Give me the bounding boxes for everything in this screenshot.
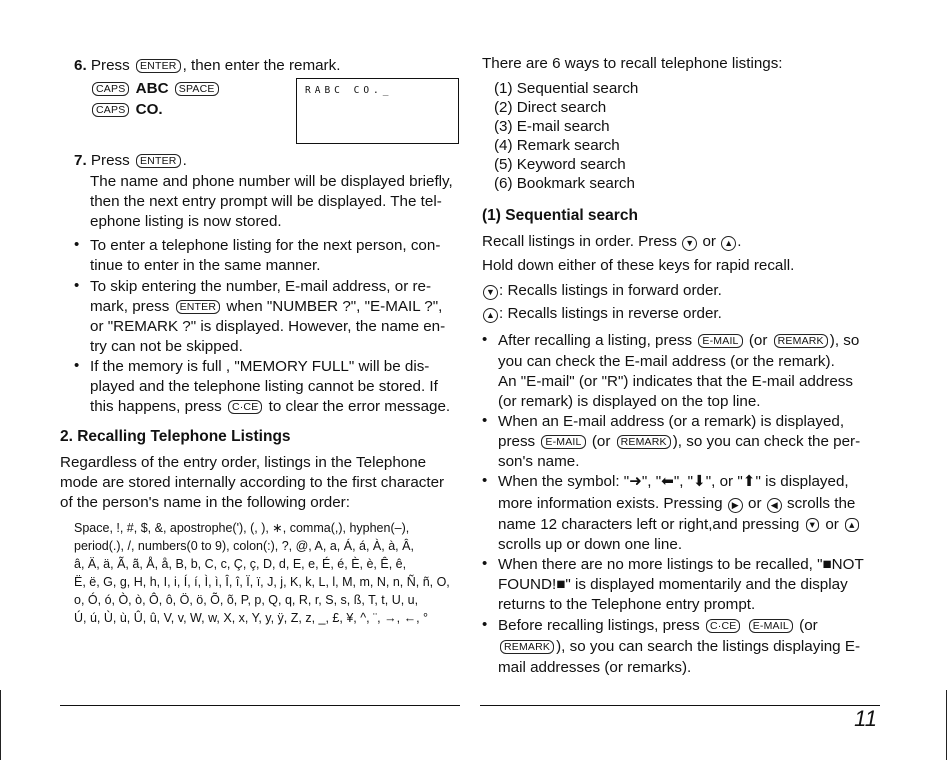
bullet-dot: •	[482, 616, 488, 633]
r-bullet-2-line-2: press E-MAIL (or REMARK ), so you can check the per-	[498, 433, 861, 450]
bullet-dot: •	[74, 277, 80, 294]
cce-key: C·CE	[228, 400, 262, 414]
section-2-heading: 2. Recalling Telephone Listings	[60, 428, 291, 445]
step-6: 6. Press ENTER , then enter the remark.	[74, 57, 341, 74]
bullet-dot: •	[482, 555, 488, 572]
bullet-dot: •	[74, 357, 80, 374]
order-line-3: â, Ä, ä, Ã, ã, Å, å, B, b, C, c, Ç, ç, D, d, E, e, É, é, È, è, Ê, ê,	[74, 557, 407, 571]
order-line-1: Space, !, #, $, &, apostrophe('), (, ), ∗, comma(,), hyphen(–),	[74, 521, 410, 535]
r-bullet-3-line-2: more information exists. Pressing ▶ or ◀ scrolls the	[498, 495, 856, 512]
bullet-3-line-3: this happens, press C·CE to clear the error message.	[90, 398, 451, 415]
up-arrow-key-icon: ▲	[721, 236, 736, 251]
order-line-2: period(.), /, numbers(0 to 9), colon(:), ?, @, A, a, Á, á, À, à, Â,	[74, 539, 414, 553]
remark-key: REMARK	[774, 334, 828, 348]
way-1: (1) Sequential search	[494, 80, 639, 97]
order-line-4: Ë, ë, G, g, H, h, I, i, Í, í, Ì, ì, Î, î, Ï, ï, J, j, K, k, L, l, M, m, N, n, Ñ, ñ, O,	[74, 575, 450, 589]
enter-key: ENTER	[176, 300, 221, 314]
r-bullet-2-line-1: When an E-mail address (or a remark) is displayed,	[498, 413, 845, 430]
section-2-para-3: of the person's name in the following order:	[60, 494, 350, 511]
r-bullet-3-line-4: scrolls up or down one line.	[498, 536, 683, 553]
lcd-display	[296, 78, 459, 144]
order-line-6: Ú, ú, Ù, ù, Û, û, V, v, W, w, X, x, Y, y, ÿ, Z, z, _, £, ¥, ^, ¨, →, ←, °	[74, 611, 429, 625]
down-arrow-key-icon: ▼	[483, 285, 498, 300]
bullet-dot: •	[482, 331, 488, 348]
step-6-input-line-2: CAPS CO.	[90, 100, 163, 120]
email-key: E-MAIL	[698, 334, 742, 348]
scan-edge-mark	[946, 690, 947, 760]
bullet-3-line-1: If the memory is full , "MEMORY FULL" will be dis-	[90, 358, 430, 375]
r-bullet-2-line-3: son's name.	[498, 453, 580, 470]
right-arrow-key-icon: ▶	[728, 498, 743, 513]
intro: There are 6 ways to recall telephone listings:	[482, 55, 783, 72]
way-6: (6) Bookmark search	[494, 175, 635, 192]
reverse-line: ▲ : Recalls listings in reverse order.	[482, 304, 722, 324]
bullet-2-line-1: To skip entering the number, E-mail address, or re-	[90, 278, 432, 295]
bullet-dot: •	[482, 412, 488, 429]
step-7-body-2: then the next entry prompt will be displayed. The tel-	[90, 193, 442, 210]
bullet-dot: •	[74, 236, 80, 253]
page-down-key-icon: ▾	[806, 518, 819, 532]
way-3: (3) E-mail search	[494, 118, 610, 135]
r-bullet-1-line-2: you can check the E-mail address (or the remark).	[498, 353, 835, 370]
r-bullet-5-line-1: Before recalling listings, press C·CE E-MAIL (or	[498, 617, 818, 634]
r-bullet-3-line-1: When the symbol: "➜", "⬅", "⬇", or "⬆" is displayed,	[498, 473, 849, 490]
enter-key: ENTER	[136, 59, 181, 73]
bullet-1-line-2: tinue to enter in the same manner.	[90, 257, 321, 274]
r-bullet-4-line-2: FOUND!■" is displayed momentarily and the display	[498, 576, 848, 593]
section-2-para-1: Regardless of the entry order, listings in the Telephone	[60, 454, 427, 471]
page-up-key-icon: ▴	[845, 518, 858, 532]
sequential-search-heading: (1) Sequential search	[482, 207, 638, 224]
bullet-2-line-3: or "REMARK ?" is displayed. However, the name en-	[90, 318, 446, 335]
way-4: (4) Remark search	[494, 137, 620, 154]
caps-key: CAPS	[92, 103, 129, 117]
r-bullet-1-line-3: An "E-mail" (or "R") indicates that the E-mail address	[498, 373, 853, 390]
r-bullet-4-line-1: When there are no more listings to be recalled, "■NOT	[498, 556, 864, 573]
recall-line: Recall listings in order. Press ▼ or ▲ .	[482, 233, 742, 250]
step-6-input-line-1: CAPS ABC SPACE	[90, 79, 221, 99]
email-key: E-MAIL	[541, 435, 585, 449]
hold-line: Hold down either of these keys for rapid recall.	[482, 257, 795, 274]
cce-key: C·CE	[706, 619, 740, 633]
step-7-body-1: The name and phone number will be displayed briefly,	[90, 173, 453, 190]
down-arrow-key-icon: ▼	[682, 236, 697, 251]
step-7-number: 7.	[74, 152, 87, 169]
up-arrow-key-icon: ▲	[483, 308, 498, 323]
caps-key: CAPS	[92, 82, 129, 96]
email-key: E-MAIL	[749, 619, 793, 633]
section-2-para-2: mode are stored internally according to the first character	[60, 474, 445, 491]
r-bullet-5-line-3: mail addresses (or remarks).	[498, 659, 692, 676]
space-key: SPACE	[175, 82, 219, 96]
bullet-1-line-1: To enter a telephone listing for the next person, con-	[90, 237, 441, 254]
scan-edge-mark	[0, 690, 1, 760]
bullet-dot: •	[482, 472, 488, 489]
lcd-text: RABC CO._	[305, 85, 393, 96]
r-bullet-3-line-3: name 12 characters left or right,and pressing ▾ or ▴	[498, 515, 861, 535]
bullet-2-line-2: mark, press ENTER when "NUMBER ?", "E-MAIL ?",	[90, 298, 443, 315]
left-arrow-key-icon: ◀	[767, 498, 782, 513]
way-2: (2) Direct search	[494, 99, 607, 116]
r-bullet-1-line-4: (or remark) is displayed on the top line.	[498, 393, 761, 410]
enter-key: ENTER	[136, 154, 181, 168]
order-line-5: o, Ó, ó, Ò, ò, Ô, ô, Ö, ö, Õ, õ, P, p, Q, q, R, r, S, s, ß, T, t, U, u,	[74, 593, 419, 607]
step-6-number: 6.	[74, 57, 87, 74]
remark-key: REMARK	[500, 640, 554, 654]
page-number: 11	[854, 706, 877, 731]
step-7: 7. Press ENTER .	[74, 152, 187, 169]
r-bullet-4-line-3: returns to the Telephone entry prompt.	[498, 596, 756, 613]
r-bullet-1-line-1: After recalling a listing, press E-MAIL (or REMARK ), so	[498, 332, 860, 349]
step-7-body-3: ephone listing is now stored.	[90, 213, 282, 230]
remark-key: REMARK	[617, 435, 671, 449]
footer-rule-right	[480, 705, 880, 706]
way-5: (5) Keyword search	[494, 156, 626, 173]
bullet-3-line-2: played and the telephone listing cannot be stored. If	[90, 378, 438, 395]
footer-rule-left	[60, 705, 460, 706]
r-bullet-5-line-2: REMARK ), so you can search the listings displaying E-	[498, 637, 860, 657]
forward-line: ▼ : Recalls listings in forward order.	[482, 281, 722, 301]
bullet-2-line-4: try can not be skipped.	[90, 338, 243, 355]
